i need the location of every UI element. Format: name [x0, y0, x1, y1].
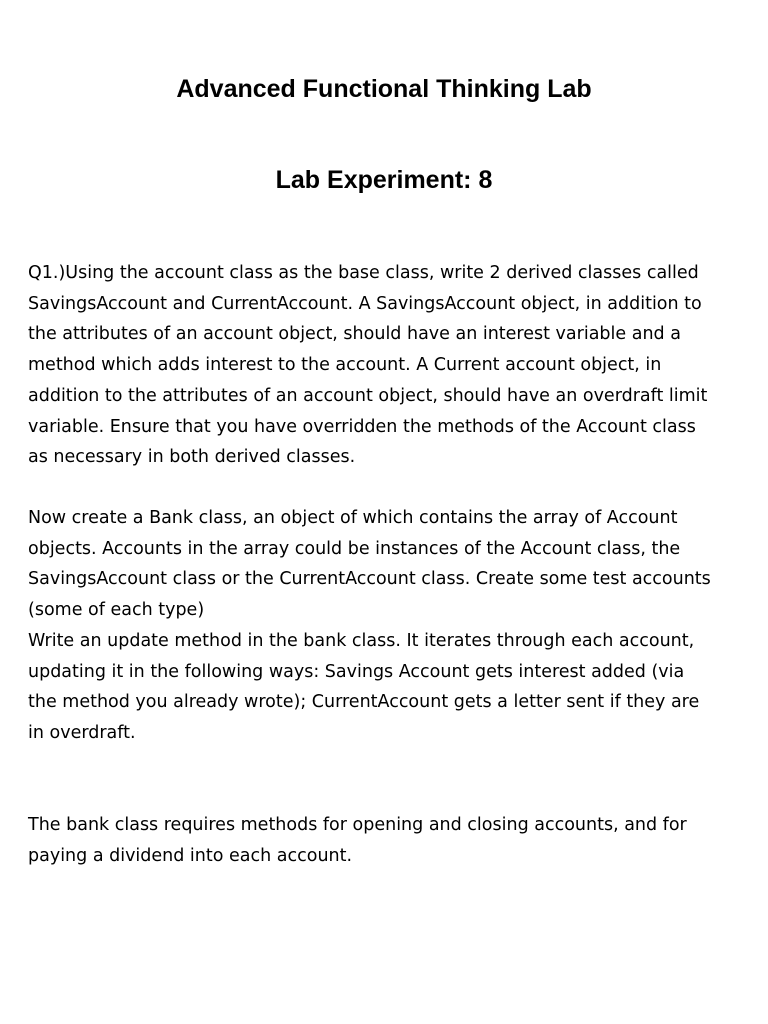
text-line: paying a dividend into each account.: [28, 845, 353, 866]
text-line: the method you already wrote); CurrentAccount gets a letter sent if they are: [28, 692, 700, 713]
text-line: (some of each type): [28, 600, 205, 621]
text-line: in overdraft.: [28, 722, 136, 743]
text-line: The bank class requires methods for opening and closing accounts, and for: [28, 815, 687, 835]
text-line: Now create a Bank class, an object of which contains the array of Account: [28, 508, 678, 528]
text-line: updating it in the following ways: Savings Account gets interest added (via: [28, 661, 685, 682]
text-line: objects. Accounts in the array could be instances of the Account class, the: [28, 538, 681, 559]
document-title: Advanced Functional Thinking Lab: [176, 75, 592, 103]
bank-methods-paragraph: [28, 810, 748, 871]
text-line: method which adds interest to the account. A Current account object, in: [28, 355, 662, 376]
bank-class-paragraph: [28, 503, 748, 749]
question-paragraph: [28, 258, 748, 473]
experiment-heading: Lab Experiment: 8: [275, 166, 493, 194]
text-line: Write an update method in the bank class. It iterates through each account,: [28, 630, 695, 651]
text-line: as necessary in both derived classes.: [28, 447, 356, 468]
text-line: addition to the attributes of an account object, should have an overdraft limit: [28, 385, 708, 406]
text-line: Q1.)Using the account class as the base class, write 2 derived classes called: [28, 263, 699, 283]
text-line: SavingsAccount and CurrentAccount. A SavingsAccount object, in addition to: [28, 293, 702, 314]
text-line: variable. Ensure that you have overridden the methods of the Account class: [28, 416, 696, 437]
text-line: the attributes of an account object, should have an interest variable and a: [28, 324, 681, 345]
text-line: SavingsAccount class or the CurrentAccount class. Create some test accounts: [28, 569, 711, 590]
